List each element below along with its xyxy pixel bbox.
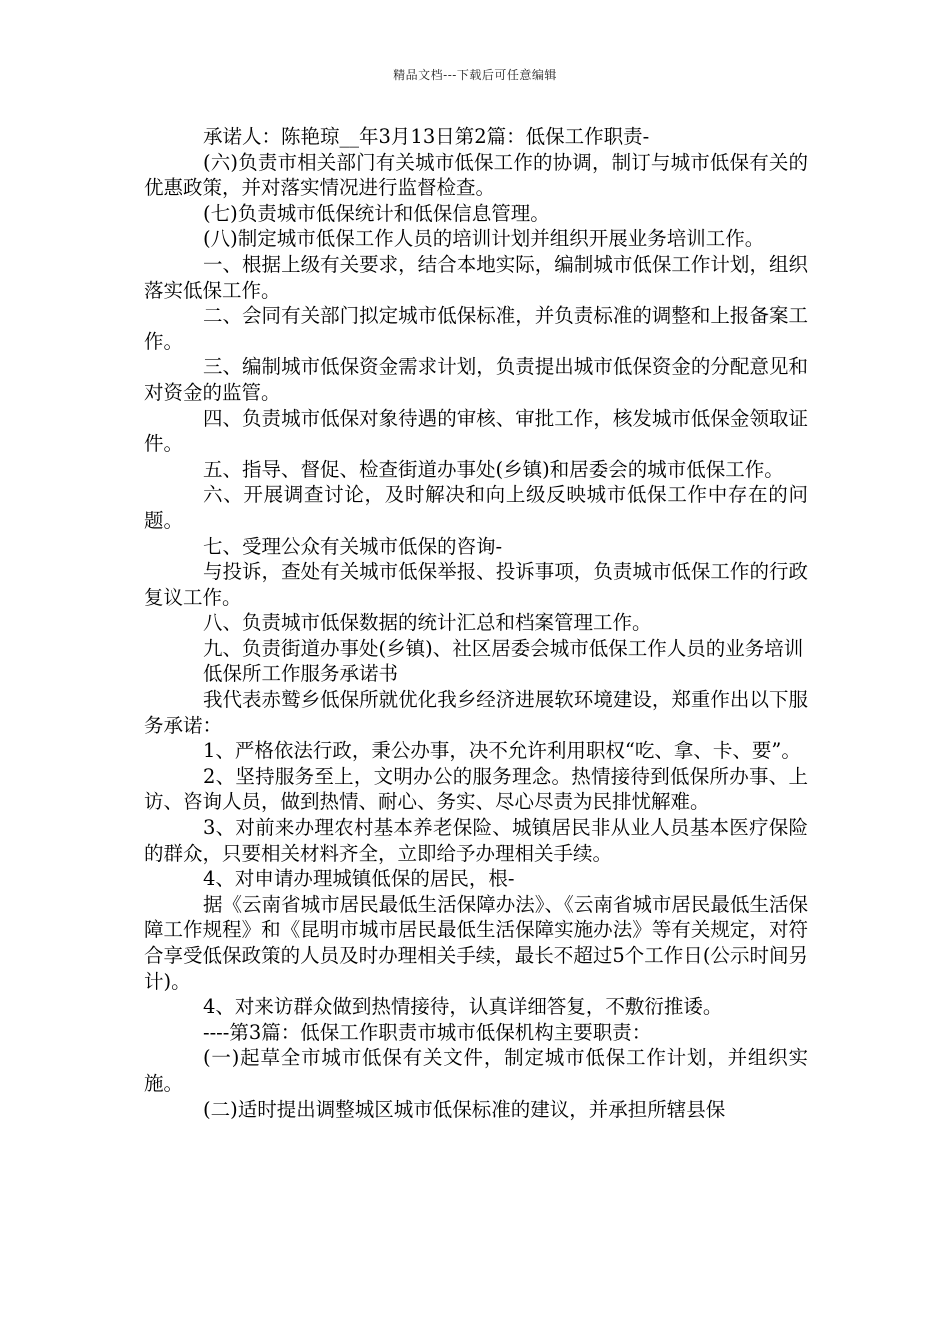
section-title: 低保所工作服务承诺书 xyxy=(203,662,399,686)
document-body xyxy=(144,124,808,1122)
paragraph: (二)适时提出调整城区城市低保标准的建议，并承担所辖县保 xyxy=(203,1097,726,1121)
paragraph: 五、指导、督促、检查街道办事处(乡镇)和居委会的城市低保工作。 xyxy=(203,457,784,481)
paragraph: (六)负责市相关部门有关城市低保工作的协调，制订与城市低保有关的优惠政策，并对落实情况进行监督检查。 xyxy=(144,150,808,200)
paragraph: 我代表赤鹫乡低保所就优化我乡经济进展软环境建设，郑重作出以下服务承诺： xyxy=(144,688,808,737)
paragraph: (一)起草全市城市低保有关文件，制定城市低保工作计划，并组织实施。 xyxy=(144,1046,808,1095)
paragraph: 九、负责街道办事处(乡镇)、社区居委会城市低保工作人员的业务培训 xyxy=(203,636,804,660)
paragraph: 一、根据上级有关要求，结合本地实际，编制城市低保工作计划，组织落实低保工作。 xyxy=(144,252,808,302)
paragraph: 四、负责城市低保对象待遇的审核、审批工作，核发城市低保金领取证件。 xyxy=(144,406,808,456)
paragraph: 六、开展调查讨论，及时解决和向上级反映城市低保工作中存在的问题。 xyxy=(144,483,808,532)
paragraph: 八、负责城市低保数据的统计汇总和档案管理工作。 xyxy=(203,611,652,635)
paragraph: 3、对前来办理农村基本养老保险、城镇居民非从业人员基本医疗保险的群众，只要相关材料齐全，立即给予办理相关手续。 xyxy=(144,816,808,865)
paragraph: 4、对来访群众做到热情接待，认真详细答复，不敷衍推诿。 xyxy=(203,995,723,1019)
paragraph: 1、严格依法行政，秉公办事，决不允许利用职权“吃、拿、卡、要”。 xyxy=(203,739,801,763)
paragraph: 据《云南省城市居民最低生活保障办法》、《云南省城市居民最低生活保障工作规程》和《昆明市城市居民最低生活保障实施办法》等有关规定，对符合享受低保政策的人员及时办理相关手续，最长不超过5个工作日(公示时间另计)。 xyxy=(144,892,808,993)
paragraph: 二、会同有关部门拟定城市低保标准，并负责标准的调整和上报备案工作。 xyxy=(144,304,808,353)
page-header: 精品文档---下载后可任意编辑 xyxy=(393,68,557,82)
paragraph: (八)制定城市低保工作人员的培训计划并组织开展业务培训工作。 xyxy=(203,227,765,251)
paragraph: 承诺人：陈艳琼__年3月13日第2篇：低保工作职责- xyxy=(203,125,650,148)
paragraph: 三、编制城市低保资金需求计划，负责提出城市低保资金的分配意见和对资金的监管。 xyxy=(144,355,808,404)
paragraph: 与投诉，查处有关城市低保举报、投诉事项，负责城市低保工作的行政复议工作。 xyxy=(144,560,808,609)
paragraph: 2、坚持服务至上，文明办公的服务理念。热情接待到低保所办事、上访、咨询人员，做到热情、耐心、务实、尽心尽责为民排忧解难。 xyxy=(144,764,808,814)
paragraph: 4、对申请办理城镇低保的居民，根- xyxy=(203,867,515,891)
paragraph: ----第3篇：低保工作职责市城市低保机构主要职责： xyxy=(203,1020,652,1044)
paragraph: (七)负责城市低保统计和低保信息管理。 xyxy=(203,201,550,225)
paragraph: 七、受理公众有关城市低保的咨询- xyxy=(203,534,503,558)
